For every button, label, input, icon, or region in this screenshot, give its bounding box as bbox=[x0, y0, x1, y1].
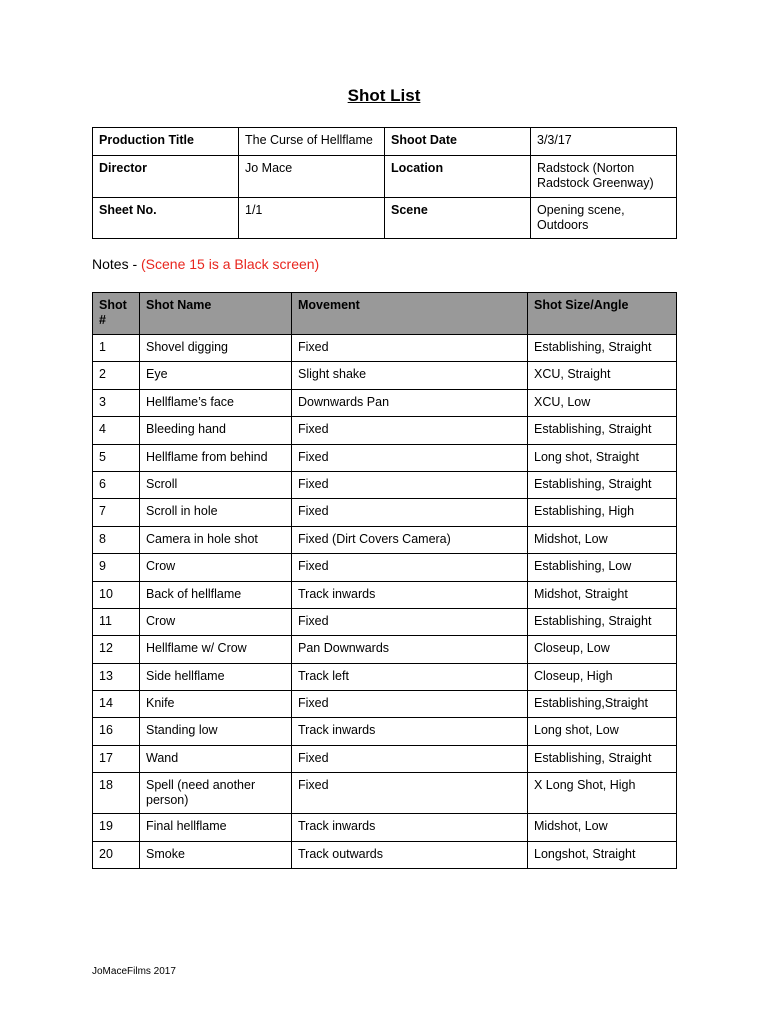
shoot-date-value: 3/3/17 bbox=[531, 128, 677, 156]
shot-number: 6 bbox=[93, 471, 140, 498]
notes-label: Notes - bbox=[92, 256, 142, 272]
notes-text: (Scene 15 is a Black screen) bbox=[141, 256, 320, 272]
shot-movement: Track inwards bbox=[292, 718, 528, 745]
shot-name: Smoke bbox=[140, 841, 292, 868]
shot-name: Scroll bbox=[140, 471, 292, 498]
shot-name: Eye bbox=[140, 362, 292, 389]
shot-name: Spell (need another person) bbox=[140, 773, 292, 814]
shot-size-angle: Establishing, Straight bbox=[528, 608, 677, 635]
shot-name: Final hellflame bbox=[140, 814, 292, 841]
shot-name: Standing low bbox=[140, 718, 292, 745]
production-title-label: Production Title bbox=[93, 128, 239, 156]
table-row bbox=[93, 636, 677, 663]
column-header-shot-number: Shot # bbox=[93, 293, 140, 335]
shot-size-angle: Closeup, Low bbox=[528, 636, 677, 663]
shot-movement: Track outwards bbox=[292, 841, 528, 868]
table-row bbox=[93, 554, 677, 581]
shot-size-angle: X Long Shot, High bbox=[528, 773, 677, 814]
shot-size-angle: Establishing, High bbox=[528, 499, 677, 526]
shot-name: Hellflame’s face bbox=[140, 389, 292, 416]
table-row bbox=[93, 773, 677, 814]
shot-size-angle: Establishing,Straight bbox=[528, 691, 677, 718]
table-row bbox=[93, 745, 677, 772]
table-row bbox=[93, 362, 677, 389]
shot-name: Hellflame from behind bbox=[140, 444, 292, 471]
table-row bbox=[93, 814, 677, 841]
table-row bbox=[93, 841, 677, 868]
shot-list-table bbox=[92, 292, 677, 869]
table-row bbox=[93, 663, 677, 690]
shot-name: Crow bbox=[140, 608, 292, 635]
production-info-table bbox=[92, 127, 677, 239]
shot-movement: Fixed bbox=[292, 417, 528, 444]
table-row bbox=[93, 718, 677, 745]
shot-number: 7 bbox=[93, 499, 140, 526]
shot-name: Back of hellflame bbox=[140, 581, 292, 608]
shot-name: Scroll in hole bbox=[140, 499, 292, 526]
table-row bbox=[93, 691, 677, 718]
shot-number: 5 bbox=[93, 444, 140, 471]
table-row bbox=[93, 499, 677, 526]
shot-number: 16 bbox=[93, 718, 140, 745]
shot-name: Hellflame w/ Crow bbox=[140, 636, 292, 663]
scene-label: Scene bbox=[385, 198, 531, 239]
shot-movement: Fixed bbox=[292, 745, 528, 772]
shot-size-angle: Midshot, Low bbox=[528, 526, 677, 553]
shot-movement: Fixed bbox=[292, 691, 528, 718]
shot-name: Crow bbox=[140, 554, 292, 581]
shot-number: 17 bbox=[93, 745, 140, 772]
shot-movement: Fixed bbox=[292, 444, 528, 471]
shot-movement: Fixed bbox=[292, 335, 528, 362]
shot-size-angle: Establishing, Straight bbox=[528, 335, 677, 362]
shot-movement: Fixed bbox=[292, 773, 528, 814]
director-label: Director bbox=[93, 156, 239, 198]
info-row bbox=[93, 128, 677, 156]
footer-text: JoMaceFilms 2017 bbox=[92, 966, 176, 977]
table-row bbox=[93, 417, 677, 444]
shot-name: Camera in hole shot bbox=[140, 526, 292, 553]
shot-movement: Track inwards bbox=[292, 814, 528, 841]
column-header-shot-name: Shot Name bbox=[140, 293, 292, 335]
notes bbox=[92, 256, 319, 272]
table-row bbox=[93, 581, 677, 608]
shot-number: 12 bbox=[93, 636, 140, 663]
shot-number: 11 bbox=[93, 608, 140, 635]
column-header-movement: Movement bbox=[292, 293, 528, 335]
shot-size-angle: Establishing, Straight bbox=[528, 471, 677, 498]
shot-size-angle: Long shot, Straight bbox=[528, 444, 677, 471]
shot-name: Wand bbox=[140, 745, 292, 772]
shot-size-angle: XCU, Straight bbox=[528, 362, 677, 389]
shoot-date-label: Shoot Date bbox=[385, 128, 531, 156]
column-header-shot-size-angle: Shot Size/Angle bbox=[528, 293, 677, 335]
shot-number: 2 bbox=[93, 362, 140, 389]
shot-number: 3 bbox=[93, 389, 140, 416]
shot-size-angle: Long shot, Low bbox=[528, 718, 677, 745]
shot-movement: Fixed (Dirt Covers Camera) bbox=[292, 526, 528, 553]
table-header-row bbox=[93, 293, 677, 335]
shot-movement: Track left bbox=[292, 663, 528, 690]
shot-size-angle: XCU, Low bbox=[528, 389, 677, 416]
table-row bbox=[93, 526, 677, 553]
shot-number: 9 bbox=[93, 554, 140, 581]
shot-number: 8 bbox=[93, 526, 140, 553]
shot-number: 10 bbox=[93, 581, 140, 608]
shot-size-angle: Closeup, High bbox=[528, 663, 677, 690]
shot-movement: Track inwards bbox=[292, 581, 528, 608]
production-title-value: The Curse of Hellflame bbox=[239, 128, 385, 156]
shot-number: 14 bbox=[93, 691, 140, 718]
shot-movement: Fixed bbox=[292, 499, 528, 526]
shot-size-angle: Establishing, Straight bbox=[528, 417, 677, 444]
shot-movement: Fixed bbox=[292, 554, 528, 581]
shot-number: 13 bbox=[93, 663, 140, 690]
shot-size-angle: Longshot, Straight bbox=[528, 841, 677, 868]
shot-name: Knife bbox=[140, 691, 292, 718]
shot-number: 4 bbox=[93, 417, 140, 444]
sheet-no-value: 1/1 bbox=[239, 198, 385, 239]
location-label: Location bbox=[385, 156, 531, 198]
table-row bbox=[93, 444, 677, 471]
shot-movement: Pan Downwards bbox=[292, 636, 528, 663]
shot-name: Bleeding hand bbox=[140, 417, 292, 444]
shot-movement: Fixed bbox=[292, 608, 528, 635]
shot-movement: Slight shake bbox=[292, 362, 528, 389]
info-row bbox=[93, 198, 677, 239]
info-row bbox=[93, 156, 677, 198]
location-value: Radstock (Norton Radstock Greenway) bbox=[531, 156, 677, 198]
shot-name: Side hellflame bbox=[140, 663, 292, 690]
table-row bbox=[93, 335, 677, 362]
table-row bbox=[93, 608, 677, 635]
shot-size-angle: Establishing, Low bbox=[528, 554, 677, 581]
shot-movement: Fixed bbox=[292, 471, 528, 498]
table-row bbox=[93, 471, 677, 498]
table-row bbox=[93, 389, 677, 416]
page-title: Shot List bbox=[347, 86, 421, 105]
shot-number: 1 bbox=[93, 335, 140, 362]
shot-movement: Downwards Pan bbox=[292, 389, 528, 416]
shot-number: 18 bbox=[93, 773, 140, 814]
director-value: Jo Mace bbox=[239, 156, 385, 198]
shot-number: 19 bbox=[93, 814, 140, 841]
scene-value: Opening scene, Outdoors bbox=[531, 198, 677, 239]
shot-name: Shovel digging bbox=[140, 335, 292, 362]
shot-size-angle: Establishing, Straight bbox=[528, 745, 677, 772]
sheet-no-label: Sheet No. bbox=[93, 198, 239, 239]
shot-size-angle: Midshot, Low bbox=[528, 814, 677, 841]
shot-size-angle: Midshot, Straight bbox=[528, 581, 677, 608]
shot-number: 20 bbox=[93, 841, 140, 868]
